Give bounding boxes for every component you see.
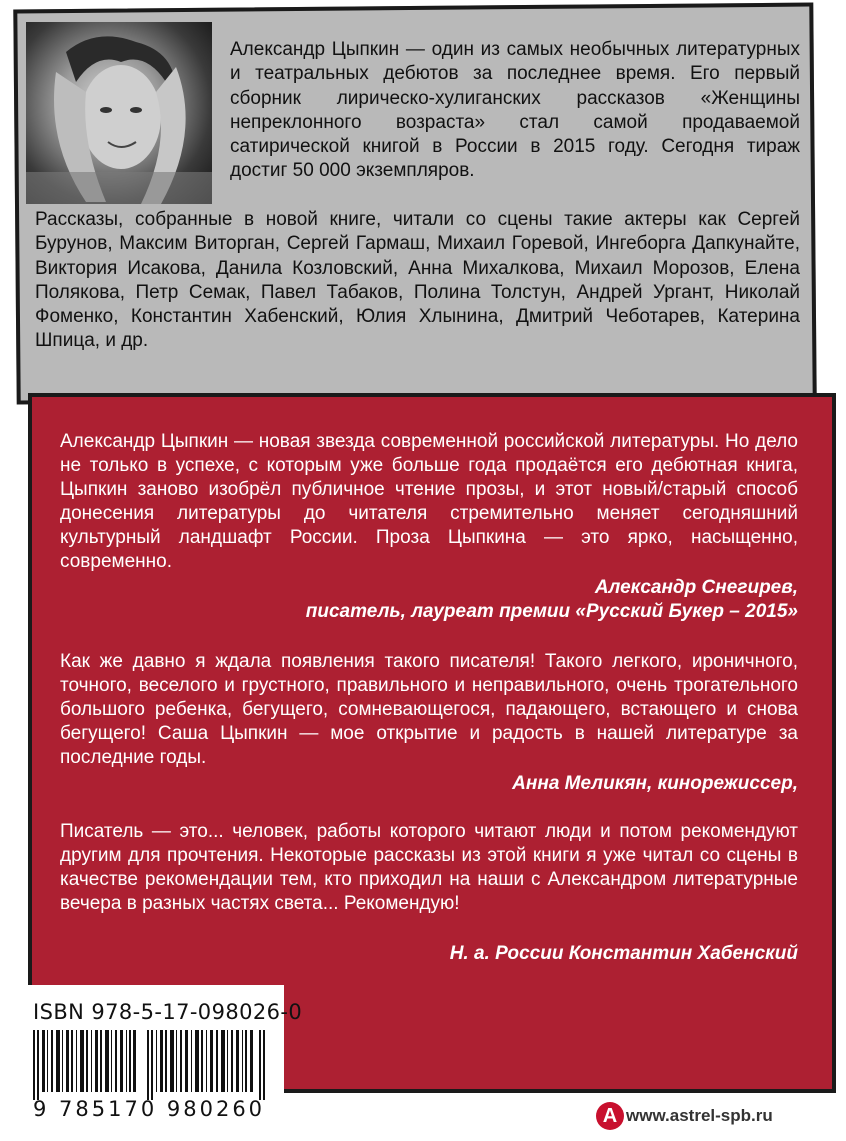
intro-paragraph-bottom: Рассказы, собранные в новой книге, читали со сцены такие актеры как Сергей Бурунов, Максим Виторган, Сергей Гармаш, Михаил Горевой, Ингеборга Дапкунайте, Виктория Исакова, Данила Козловский, Анна Михалкова, Михаил Морозов, Елена Полякова, Петр Семак, Павел Табаков, Полина Толстун, Андрей Ургант, Николай Фоменко, Константин Хабенский, Юлия Хлынина, Дмитрий Чеботарев, Катерина Шпица, и др. xyxy=(35,209,800,352)
publisher-site[interactable] xyxy=(596,1100,806,1134)
quote-2-author: Анна Меликян, кинорежиссер, xyxy=(512,773,798,794)
barcode xyxy=(33,1030,273,1100)
quote-3-text: Писатель — это... человек, работы которого читают люди и потом рекомендуют другим для прочтения. Некоторые рассказы из этой книги я уже читал со сцены в качестве рекомендации тем, кто приходил на наши с Александром литературные вечера в разных частях света... Рекомендую! xyxy=(60,821,798,914)
intro-paragraph-top: Александр Цыпкин — один из самых необычных литературных и театральных дебютов за последнее время. Его первый сборник лирическо-хулиганских рассказов «Женщины непреклонного возраста» стал самой продаваемой сатирической книгой в России в 2015 году. Сегодня тираж достиг 50 000 экземпляров. xyxy=(230,39,800,182)
quote-1-text: Александр Цыпкин — новая звезда современной российской литературы. Но дело не только в успехе, с которым уже больше года продаётся его дебютная книга, Цыпкин заново изобрёл публичное чтение прозы, и этот новый/старый способ донесения литературы до читателя стремительно меняет сегодняшний культурный ландшафт России. Проза Цыпкина — это ярко, насыщенно, современно. xyxy=(60,431,798,572)
publisher-url[interactable]: www.astrel-spb.ru xyxy=(626,1106,773,1125)
isbn-label: ISBN 978-5-17-098026-0 xyxy=(33,1000,303,1024)
quote-3-author: Н. а. России Константин Хабенский xyxy=(449,943,798,964)
publisher-logo-icon: A xyxy=(596,1102,624,1130)
quote-2-text: Как же давно я ждала появления такого писателя! Такого легкого, ироничного, точного, веселого и грустного, правильного и неправильного, очень трогательного большого ребенка, бегущего, сомневающегося, падающего, встающего и снова бегущего! Саша Цыпкин — мое открытие и радость в нашей литературе за последние годы. xyxy=(60,651,798,768)
quote-1-author: Александр Снегирев, xyxy=(594,577,798,598)
author-photo xyxy=(26,22,212,204)
barcode-number: 9 785170 980260 xyxy=(33,1097,266,1121)
quote-1-author-title: писатель, лауреат премии «Русский Букер – 2015» xyxy=(305,601,798,622)
